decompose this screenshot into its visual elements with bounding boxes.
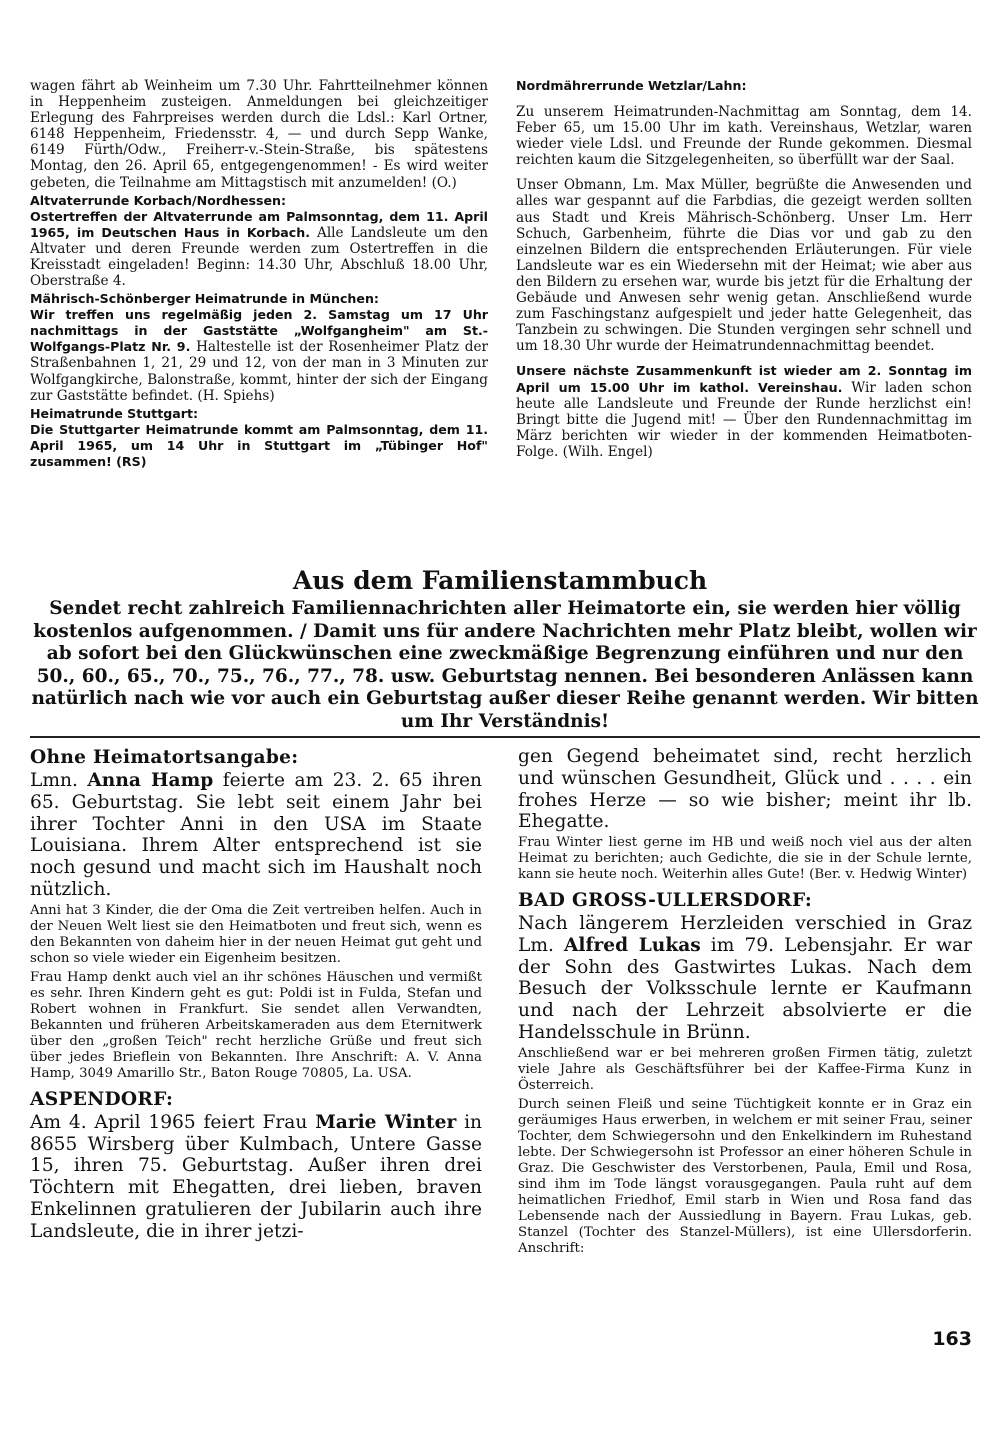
winter-small: Frau Winter liest gerne im HB und weiß noch viel aus der alten Heimat zu berichten; auch Gedichte, die sie in der Schule lernte, kann sie heute noch. Weiterhin alles Gute! (Ber. v. Hedwig Winter): [518, 835, 972, 882]
hamp-name: Anna Hamp: [87, 770, 214, 791]
weinheim-paragraph: wagen fährt ab Weinheim um 7.30 Uhr. Fahrtteilnehmer können in Heppenheim zusteigen. Anmeldungen bei gleichzeitiger Erlegung des Fahrpreises werden durch die Ldsl.: Karl Ortner, 6148 Heppenheim, Friedensstr. 4, — und durch Sepp Wanke, 6149 Fürth/Odw., Freiherr-v.-Stein-Straße, bis spätestens Montag, den 26. April 65, entgegengenommen! - Es wird weiter gebeten, die Teilnahme am Mittagstisch mit anzumelden! (O.): [30, 78, 488, 191]
page-number: 163: [932, 1328, 972, 1350]
lukas-small-1: Anschließend war er bei mehreren großen Firmen tätig, zuletzt viele Jahre als Geschäftsführer bei der Kaffee-Firma Kunz in Österreich.: [518, 1045, 972, 1093]
wetzlar-paragraph-2: Unser Obmann, Lm. Max Müller, begrüßte die Anwesenden und alles war gespannt auf die Farbdias, die gezeigt werden sollten aus Stadt und Kreis Mährisch-Schönberg. Unser Lm. Herr Schuch, Garbenheim, führte die Dias vor und gab zu den einzelnen Bildern die entsprechenden Erläuterungen. Für viele Landsleute war es ein Wiedersehn mit der Heimat; wie aber aus den Bildern zu ersehen war, wurde bis jetzt für die Erhaltung der Gebäude und Anwesen sehr wenig getan. Anschließend wurde zum Faschingstanz aufgespielt und jeder hatte Gelegenheit, das Tanzbein zu schwingen. Die Stunden vergingen sehr schnell und um 18.30 Uhr wurde der Heimatrundennachmittag beendet.: [516, 177, 972, 355]
lukas-small-2: Durch seinen Fleiß und seine Tüchtigkeit konnte er in Graz ein geräumiges Haus erwerben, in welchem er mit seiner Frau, seiner Tochter, dem Schwiegersohn und den Enkelkindern im Ruhestand lebte. Der Schwiegersohn ist Professor an einer höheren Schule in Graz. Die Geschwister des Verstorbenen, Paula, Emil und Rosa, sind ihm im Tode längst vorausgegangen. Paula ruht auf dem heimatlichen Friedhof, Emil starb in Wien und Rosa fand das Lebensende nach der Aussiedlung in Bayern. Frau Lukas, geb. Stanzel (Tochter des Stanzel-Müllers), ist eine Ullersdorferin. Anschrift:: [518, 1097, 972, 1256]
lukas-paragraph: [518, 913, 972, 1044]
section-intro: Sendet recht zahlreich Familiennachrichten aller Heimatorte ein, sie werden hier völlig kostenlos aufgenommen. / Damit uns für andere Nachrichten mehr Platz bleibt, wollen wir ab sofort bei den Glückwünschen eine zweckmäßige Begrenzung einführen und nur den 50., 60., 65., 70., 75., 76., 77., 78. usw. Geburtstag nennen. Bei besonderen Anlässen kann natürlich nach wie vor auch ein Geburtstag außer dieser Reihe genannt werden. Wir bitten um Ihr Verständnis!: [31, 598, 979, 732]
muenchen-paragraph: [30, 307, 488, 404]
top-right-column: [516, 78, 972, 462]
wetzlar-heading: Nordmährerrunde Wetzlar/Lahn:: [516, 78, 747, 93]
stuttgart-heading: Heimatrunde Stuttgart:: [30, 405, 198, 421]
wetzlar-paragraph-3: [516, 363, 972, 460]
hamp-text: feierte am 23. 2. 65 ihren 65. Geburtstag. Sie lebt seit einem Jahr bei ihrer Tochter Anni in den USA im Staate Louisiana. Ihrem Alter entsprechend ist sie noch gesund und macht sich im Haushalt noch nützlich.: [30, 770, 483, 900]
stuttgart-paragraph: [30, 422, 488, 470]
hamp-intro: Lmn.: [30, 770, 88, 791]
winter-intro: Am 4. April 1965 feiert Frau: [30, 1111, 316, 1133]
korbach-text: Alle Landsleute um den Altvater und deren Freunde werden zum Ostertreffen in die Kreisstadt eingeladen! Beginn: 14.30 Uhr, Abschluß 18.00 Uhr, Oberstraße 4.: [30, 224, 488, 290]
wetzlar-text: Wir laden schon heute alle Landsleute und Freunde der Runde herzlichst ein! Bringt bitte die Jugend mit! — Über den Rundennachmittag im März berichten wir wieder in der kommenden Heimatboten-Folge. (Wilh. Engel): [516, 379, 972, 460]
ullersdorf-heading: BAD GROSS-ULLERSDORF:: [518, 889, 813, 911]
muenchen-bold: Wir treffen uns regelmäßig jeden 2. Samstag um 17 Uhr nachmittags in der Gaststätte „Wolfgangheim" am St.-Wolfgangs-Platz Nr. 9.: [30, 307, 488, 355]
bottom-right-column: [518, 746, 972, 1260]
muenchen-text: Haltestelle ist der Rosenheimer Platz der Straßenbahnen 1, 21, 29 und 12, von der man in 3 Minuten zur Wolfgangkirche, Balonstraße, kommt, hinter der sich der Eingang zur Gaststätte befindet. (H. Spiehs): [30, 339, 488, 404]
top-left-column: [30, 78, 488, 472]
wetzlar-bold: Unsere nächste Zusammenkunft ist wieder am 2. Sonntag im April um 15.00 Uhr im kathol. Vereinshau.: [516, 363, 972, 395]
korbach-bold: Ostertreffen der Altvaterrunde am Palmsonntag, dem 11. April 1965, im Deutschen Haus in Korbach.: [30, 208, 488, 240]
stuttgart-bold: Die Stuttgarter Heimatrunde kommt am Palmsonntag, dem 11. April 1965, um 14 Uhr in Stuttgart im „Tübinger Hof" zusammen! (RS): [30, 421, 488, 469]
lukas-name: Alfred Lukas: [563, 934, 701, 956]
muenchen-heading: Mährisch-Schönberger Heimatrunde in München:: [30, 291, 379, 307]
hamp-small-2: Frau Hamp denkt auch viel an ihr schönes Häuschen und vermißt es sehr. Ihren Kindern geht es gut: Poldi ist in Fulda, Stefan und Robert wohnen in Frankfurt. Sie sendet allen Verwandten, Bekannten und früheren Arbeitskameraden aus dem Eternitwerk über den „großen Teich" recht herzliche Grüße und freut sich über jedes Brieflein von Bekannten. Ihre Anschrift: A. V. Anna Hamp, 3049 Amarillo Str., Baton Rouge 70805, La. USA.: [30, 970, 482, 1081]
lukas-intro: Nach längerem Herzleiden verschied in Graz Lm.: [518, 912, 972, 956]
wetzlar-paragraph-1: Zu unserem Heimatrunden-Nachmittag am Sonntag, dem 14. Feber 65, um 15.00 Uhr im kath. Vereinshaus, Wetzlar, waren wieder viele Ldsl. und Freunde der Runde gekommen. Diesmal reichten kaum die Sitzgelegenheiten, so überfüllt war der Saal.: [516, 104, 972, 169]
section-title: Aus dem Familienstammbuch: [292, 566, 708, 595]
section-divider: [30, 736, 980, 738]
aspendorf-heading: ASPENDORF:: [30, 1088, 174, 1110]
winter-name: Marie Winter: [315, 1111, 457, 1133]
winter-paragraph: [30, 1112, 482, 1243]
korbach-paragraph: [30, 209, 488, 289]
korbach-heading: Altvaterrunde Korbach/Nordhessen:: [30, 192, 287, 208]
hamp-small-1: Anni hat 3 Kinder, die der Oma die Zeit vertreiben helfen. Auch in der Neuen Welt liest sie den Heimatboten und freut sich, wenn es den Bekannten von daheim hier in der neuen Heimat gut geht und schon so viele wieder ein Eigenheim besitzen.: [30, 902, 482, 966]
winter-continued: gen Gegend beheimatet sind, recht herzlich und wünschen Gesundheit, Glück und . . . . ein frohes Herze — so wie bisher; meint ihr lb. Ehegatte.: [518, 746, 972, 833]
winter-text: in 8655 Wirsberg über Kulmbach, Untere Gasse 15, ihren 75. Geburtstag. Außer ihren drei Töchtern mit Ehegatten, drei lieben, braven Enkelinnen gratulieren der Jubilarin auch ihre Landsleute, die in ihrer jetzi-: [30, 1111, 482, 1242]
bottom-left-column: [30, 746, 482, 1243]
lukas-text: im 79. Lebensjahr. Er war der Sohn des Gastwirtes Lukas. Nach dem Besuch der Volksschule lernte er Kaufmann und nach der Lehrzeit absolvierte er die Handelsschule in Brünn.: [518, 934, 972, 1043]
ohne-heimatort-heading: Ohne Heimatortsangabe:: [30, 747, 299, 768]
hamp-paragraph: [30, 770, 482, 901]
